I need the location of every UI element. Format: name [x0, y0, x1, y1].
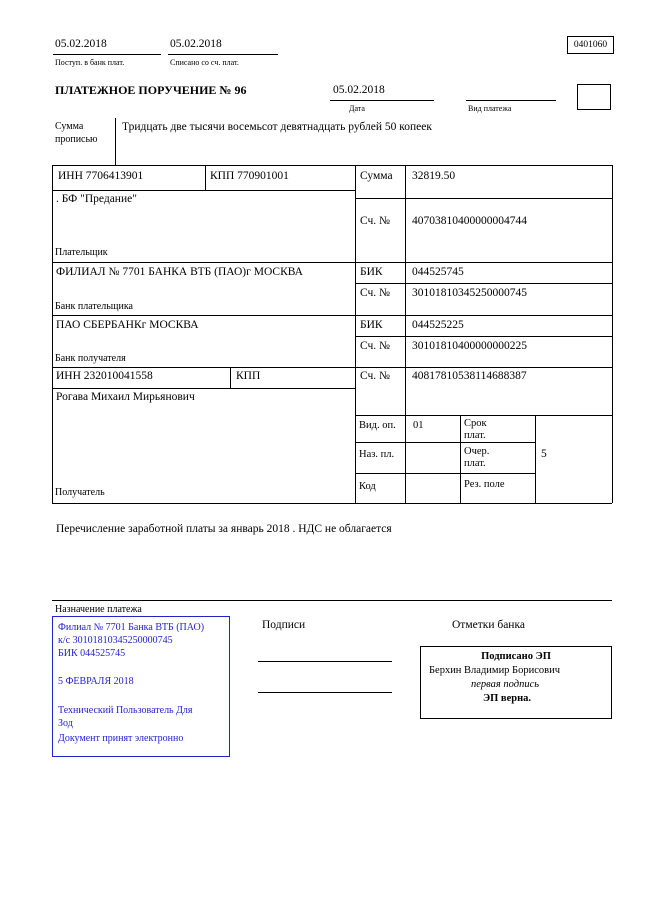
payment-kind-caption: Вид платежа: [468, 104, 512, 113]
received-caption: Поступ. в банк плат.: [55, 58, 125, 67]
stamp-date: 5 ФЕВРАЛЯ 2018: [58, 676, 134, 687]
table-divider-values: [405, 165, 406, 503]
signature-line-2: [258, 692, 392, 693]
signature-line-1: [258, 661, 392, 662]
esign-signer-name: Берхин Владимир Борисович: [429, 665, 560, 676]
payer-section-label: Плательщик: [55, 247, 108, 258]
table-line-details-top: [355, 415, 612, 416]
amount-words-label-2: прописью: [55, 134, 98, 145]
payer-kpp: КПП 770901001: [210, 170, 289, 182]
stamp-bik: БИК 044525745: [58, 648, 126, 659]
payment-purpose-text: Перечисление заработной платы за январь 2018 . НДС не облагается: [56, 523, 392, 535]
payee-account: 40817810538114688387: [412, 370, 527, 382]
bank-acceptance-stamp: [52, 616, 230, 757]
payee-bank-section-label: Банк получателя: [55, 353, 126, 364]
payee-name: Рогава Михаил Мирьянович: [56, 391, 195, 403]
table-border-top: [52, 165, 612, 166]
payee-account-label: Сч. №: [360, 370, 391, 382]
ocher-plat-value: 5: [541, 448, 547, 460]
payee-bank-account-label: Сч. №: [360, 340, 391, 352]
received-date-underline: [53, 54, 161, 55]
payee-kpp-label: КПП: [236, 370, 261, 382]
stamp-bank-name: Филиал № 7701 Банка ВТБ (ПАО): [58, 622, 205, 633]
table-line-details-2: [355, 473, 535, 474]
stamp-operator: Технический Пользователь Для Зод: [58, 705, 193, 729]
payer-bank-bik-label: БИК: [360, 266, 383, 278]
table-line-details-1: [355, 442, 535, 443]
bank-marks-header: Отметки банка: [452, 619, 525, 631]
srok-plat-label: Срок плат.: [464, 418, 487, 441]
payee-inn: ИНН 232010041558: [56, 370, 153, 382]
vid-op-value: 01: [413, 420, 424, 431]
table-divider-details-2: [535, 415, 536, 503]
payer-bank-bik: 044525745: [412, 266, 464, 278]
kod-label: Код: [359, 481, 376, 492]
payee-section-label: Получатель: [55, 487, 105, 498]
payment-kind-underline: [466, 100, 556, 101]
document-title: ПЛАТЕЖНОЕ ПОРУЧЕНИЕ № 96: [55, 83, 247, 97]
sum-value: 32819.50: [412, 170, 456, 182]
payee-bank-account: 30101810400000000225: [412, 340, 527, 352]
signatures-header: Подписи: [262, 619, 306, 631]
payee-bank-bik: 044525225: [412, 319, 464, 331]
esignature-box: [420, 646, 612, 719]
sum-label: Сумма: [360, 170, 393, 182]
payment-purpose-label: Назначение платежа: [55, 604, 142, 615]
debited-date-underline: [168, 54, 278, 55]
stamp-corr-account: к/с 30101810345250000745: [58, 635, 173, 646]
table-line-under-bik2: [355, 336, 612, 337]
payee-bank-name: ПАО СБЕРБАНКг МОСКВА: [56, 319, 199, 331]
naz-pl-label: Наз. пл.: [359, 449, 395, 460]
payer-account: 40703810400000004744: [412, 215, 527, 227]
table-line-under-sum: [355, 198, 612, 199]
payee-bank-bik-label: БИК: [360, 319, 383, 331]
esign-verdict: ЭП верна.: [483, 693, 532, 704]
amount-in-words: Тридцать две тысячи восемьсот девятнадцать рублей 50 копеек: [122, 121, 432, 133]
payer-bank-section-label: Банк плательщика: [55, 301, 133, 312]
payer-bank-account: 30101810345250000745: [412, 287, 527, 299]
document-date: 05.02.2018: [333, 84, 385, 96]
amount-words-divider: [115, 118, 116, 165]
table-divider-details-1: [460, 415, 461, 503]
payer-account-label: Сч. №: [360, 215, 391, 227]
payer-bank-account-label: Сч. №: [360, 287, 391, 299]
esign-title: Подписано ЭП: [481, 651, 551, 662]
stamp-accepted-note: Документ принят электронно: [58, 733, 184, 744]
table-line-under-payee-bank: [52, 367, 612, 368]
table-line-under-inn-kpp: [52, 190, 355, 191]
debited-caption: Списано со сч. плат.: [170, 58, 239, 67]
debited-date: 05.02.2018: [170, 38, 222, 50]
received-in-bank-date: 05.02.2018: [55, 38, 107, 50]
table-line-under-bik1: [355, 283, 612, 284]
ocher-plat-label: Очер. плат.: [464, 446, 490, 469]
purpose-underline: [52, 600, 612, 601]
payer-name: . БФ "Предание": [56, 193, 137, 205]
table-divider-main: [355, 165, 356, 503]
table-divider-inn-kpp: [205, 165, 206, 190]
vid-op-label: Вид. оп.: [359, 420, 396, 431]
table-line-under-payer: [52, 262, 612, 263]
esign-signer-role: первая подпись: [471, 679, 540, 690]
table-line-under-payer-bank: [52, 315, 612, 316]
form-code: 0401060: [573, 40, 608, 50]
table-line-under-payee-inn: [52, 388, 355, 389]
table-border-right: [612, 165, 613, 503]
table-divider-payee-inn-kpp: [230, 367, 231, 388]
payer-bank-name: ФИЛИАЛ № 7701 БАНКА ВТБ (ПАО)г МОСКВА: [56, 266, 303, 278]
date-caption: Дата: [349, 104, 365, 113]
table-border-left: [52, 165, 53, 503]
payer-inn: ИНН 7706413901: [58, 170, 144, 182]
rez-pole-label: Рез. поле: [464, 479, 505, 490]
amount-words-label-1: Сумма: [55, 121, 84, 132]
table-border-bottom: [52, 503, 612, 504]
payment-kind-box: [577, 84, 611, 110]
date-underline: [330, 100, 434, 101]
form-code-box: [567, 36, 614, 54]
